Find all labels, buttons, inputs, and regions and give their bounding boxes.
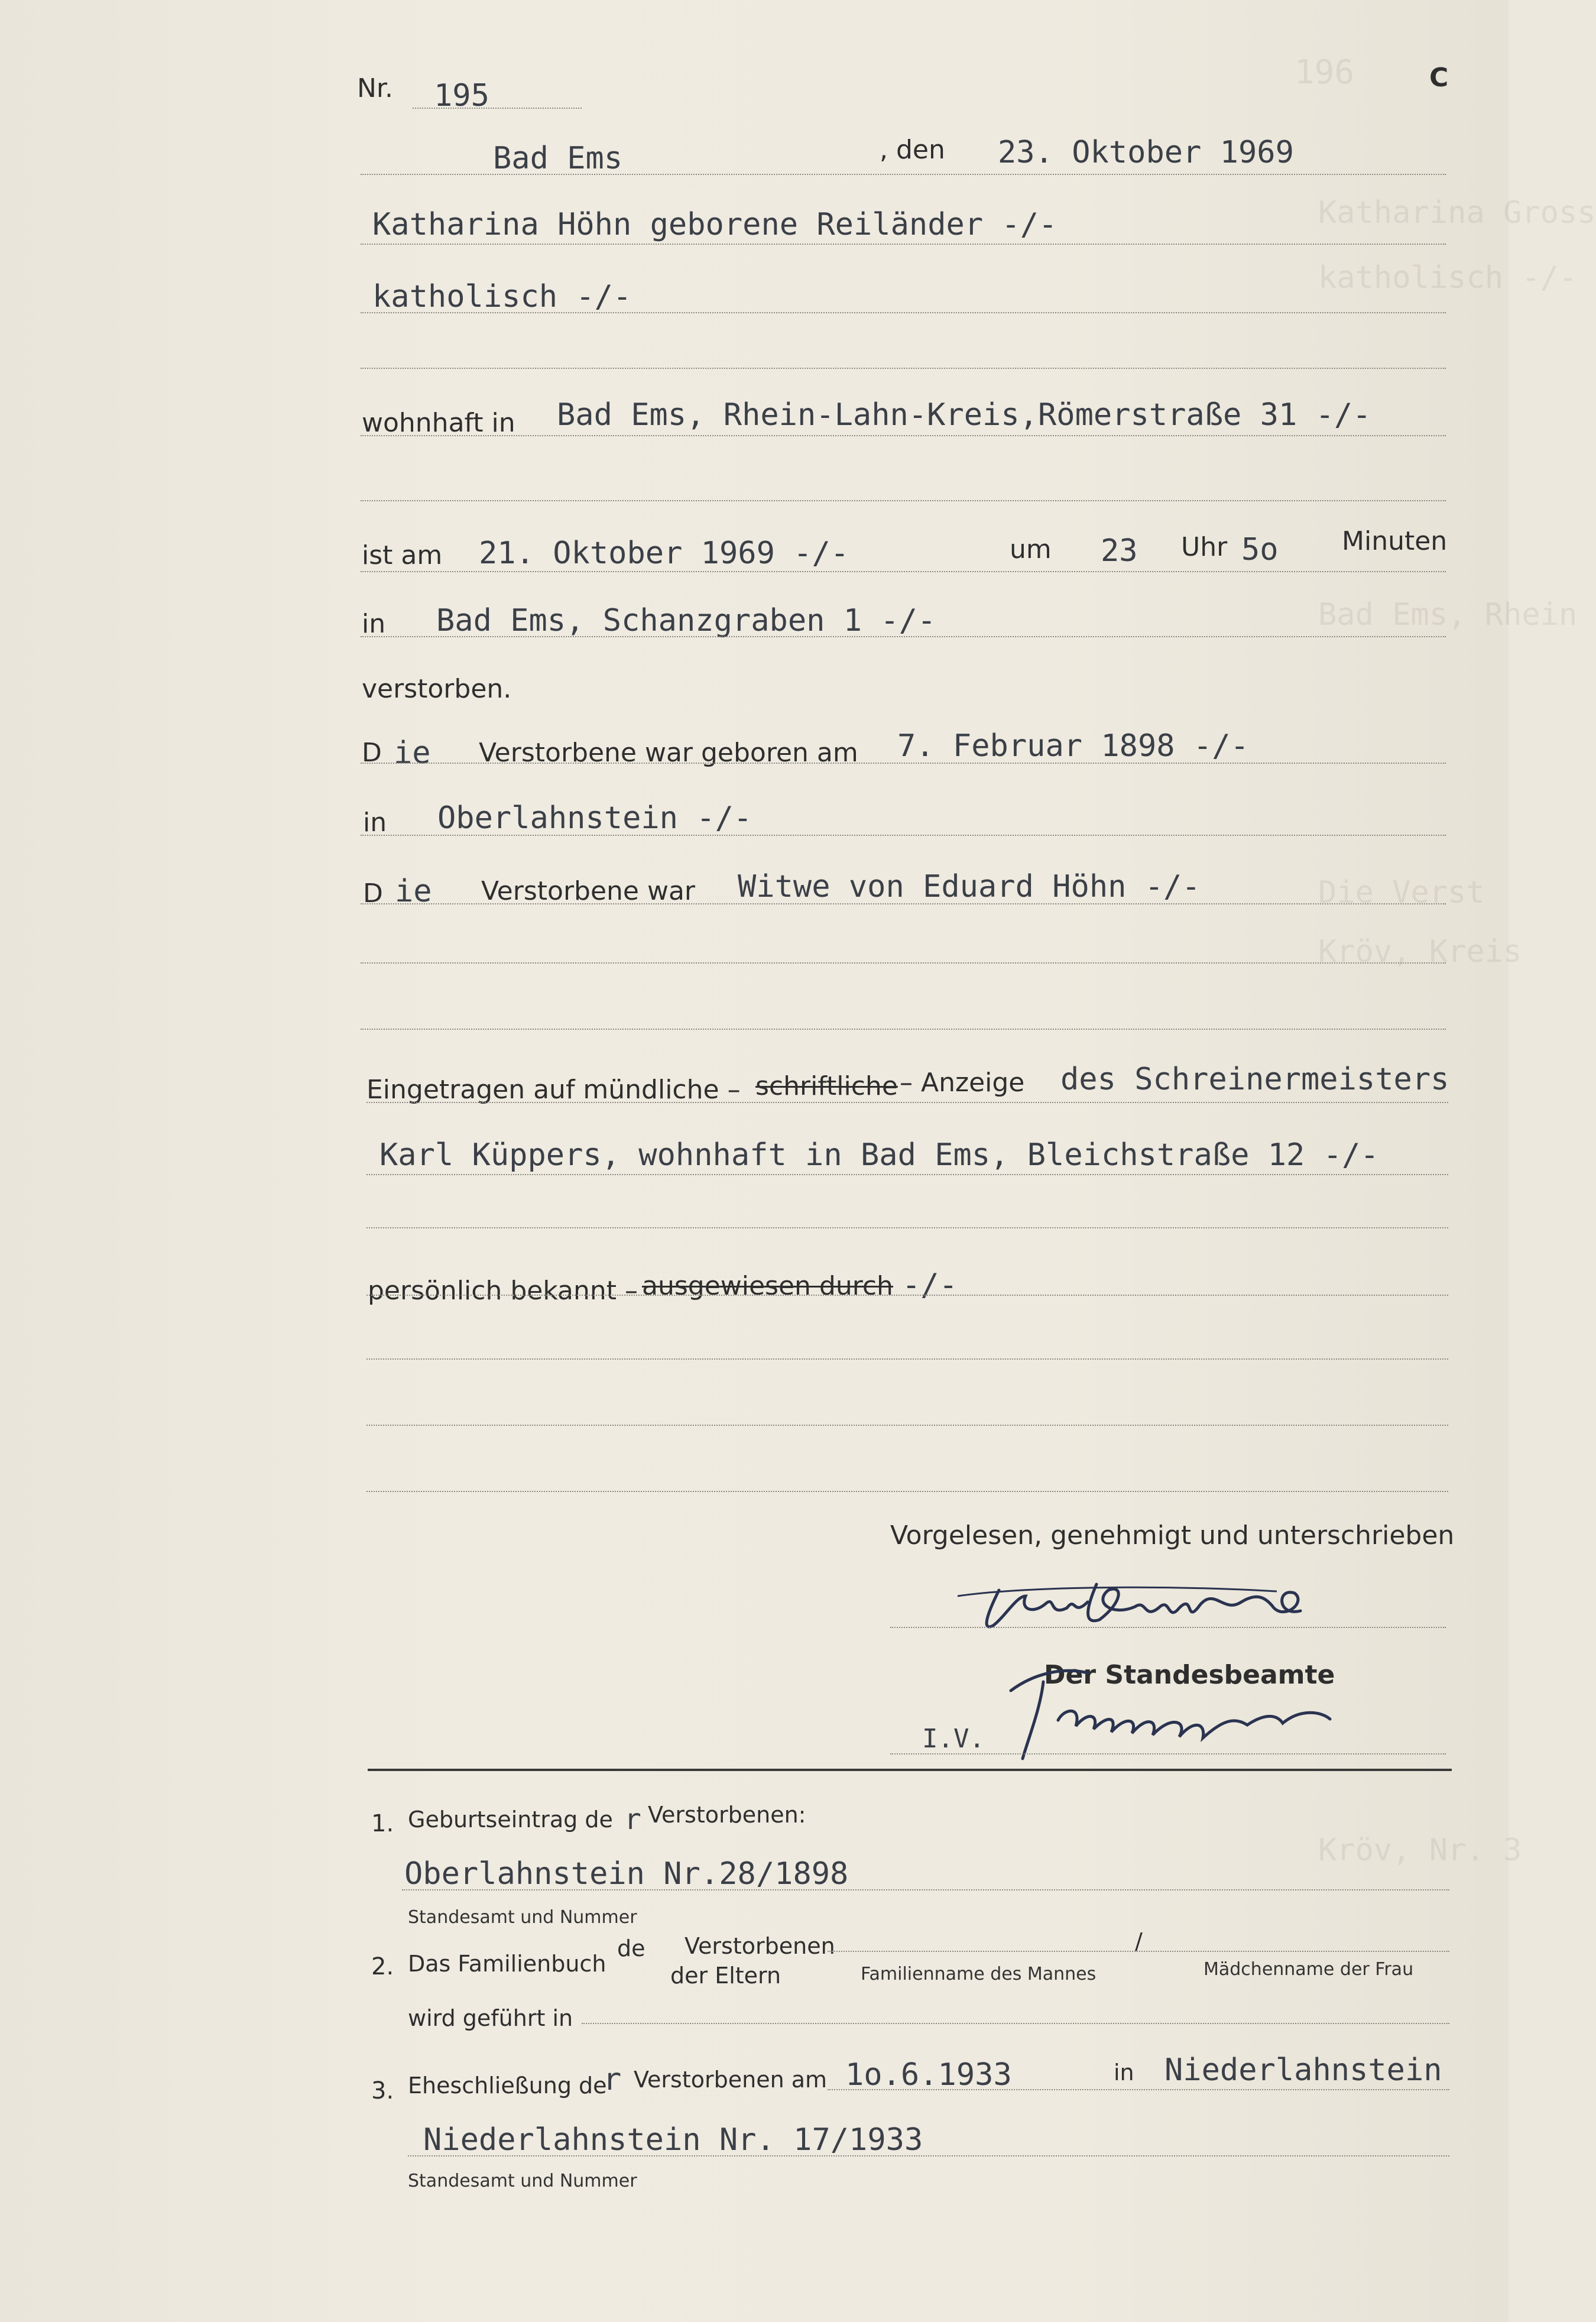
blank-line-5 — [366, 1227, 1448, 1228]
section3-label-post: Verstorbenen am — [634, 2067, 828, 2093]
section3-line — [408, 2155, 1449, 2156]
section3-label-pre: Eheschließung de — [408, 2073, 607, 2099]
eingetragen-struck: schriftliche — [755, 1071, 898, 1101]
status-value: Witwe von Eduard Höhn -/- — [738, 869, 1201, 904]
section1-label-pre: Geburtseintrag de — [408, 1807, 613, 1833]
date-line — [361, 174, 1446, 175]
section1-number: 1. — [371, 1810, 394, 1837]
blank-line-4 — [361, 1029, 1446, 1030]
born-label: Verstorbene war geboren am — [479, 738, 858, 768]
nr-value: 195 — [434, 78, 489, 113]
section-divider — [368, 1769, 1452, 1771]
birth-place-label: in — [363, 807, 387, 838]
section2-gefuehrt: wird geführt in — [408, 2005, 573, 2031]
signature-line-1 — [890, 1627, 1446, 1628]
personal-label: persönlich bekannt – — [368, 1276, 638, 1306]
section2-caption-frau: Mädchenname der Frau — [1204, 1959, 1414, 1980]
death-date-value: 21. Oktober 1969 -/- — [479, 536, 849, 571]
personal-line — [366, 1295, 1448, 1296]
minute-value: 5o — [1241, 532, 1279, 567]
eingetragen-post: – Anzeige — [900, 1068, 1025, 1098]
section1-value: Oberlahnstein Nr.28/1898 — [404, 1856, 849, 1892]
section2-verstorbenen: Verstorbenen — [685, 1933, 835, 1959]
section3-place: Niederlahnstein — [1164, 2052, 1442, 2088]
section3-date: 1o.6.1933 — [845, 2057, 1012, 2093]
section2-label: Das Familienbuch — [408, 1951, 606, 1977]
residence-value: Bad Ems, Rhein-Lahn-Kreis,Römerstraße 31 -/- — [557, 397, 1371, 433]
residence-label: wohnhaft in — [362, 408, 515, 438]
registrar-signature — [999, 1649, 1425, 1768]
religion-line — [361, 312, 1446, 313]
document-page: 196 Katharina Gross katholisch -/- Bad Ems, Rhein Die Verst Kröv, Kreis Kröv, Nr. 3 C Nr. 195 Bad Ems , den 23. Oktober 1969 Katharina Höhn geborene Reiländer -/- katholisch -/- wohnhaft in Bad Ems, Rhein-Lahn-Kreis,Römerstraße 31 -/- ist am 21. Oktober 1969 -/- um 23 Uhr 5o Minuten in Bad Ems, Schanzgraben 1 -/- verstorben. D ie Verstorbene war geboren am 7. Februar 1898 -/- in Oberlahnstein -/- D ie Verstorbene war Witwe von Eduard Höhn -/- Eingetragen auf mündliche – schriftliche – Anzeige des Schreinermeisters Karl Küppers, wohnhaft in Bad Ems, Bleichstraße 12 -/- persönlich bekannt – ausgewiesen durch -/- Vorgelesen, genehmigt und unterschrieben Der Standesbeamte I.V. 1. Geburtseintrag de r Verstorbenen: Oberlahnstein Nr.28/1898 Standesamt und Nummer 2. Das Familienbuch de Verstorbenen der Eltern / Familienname des Mannes Mädchenname der Frau wird geführt in 3. Eheschließung de r Verstorbenen am 1o.6.1933 in Niederlahnstein Niederlahnstein Nr. 17/1933 Standesamt und Nummer — [0, 0, 1509, 2322]
status-line — [361, 903, 1446, 904]
corner-letter: C — [1429, 63, 1449, 93]
section1-typed-r: r — [624, 1803, 641, 1836]
death-date-line — [361, 571, 1446, 572]
section3-typed-r: r — [603, 2062, 622, 2097]
d-prefix-2: D — [363, 878, 383, 909]
hour-value: 23 — [1101, 533, 1138, 569]
blank-line-8 — [366, 1491, 1448, 1492]
vorgelesen-text: Vorgelesen, genehmigt und unterschrieben — [890, 1520, 1455, 1551]
informant-line-1: des Schreinermeisters — [1060, 1062, 1449, 1097]
verstorben-label: verstorben. — [362, 674, 512, 704]
section2-gefuehrt-line — [582, 2023, 1449, 2024]
name-line — [361, 244, 1446, 245]
blank-line-2 — [361, 500, 1446, 501]
nr-line — [413, 108, 582, 109]
death-place-value: Bad Ems, Schanzgraben 1 -/- — [436, 603, 936, 638]
section1-caption: Standesamt und Nummer — [408, 1907, 637, 1928]
death-place-label: in — [362, 609, 386, 639]
religion-value: katholisch -/- — [372, 279, 632, 314]
section1-label-post: Verstorbenen: — [648, 1802, 806, 1828]
section1-line — [402, 1889, 1449, 1890]
section3-caption: Standesamt und Nummer — [408, 2171, 637, 2191]
d-prefix-1: D — [362, 738, 382, 768]
death-date-label: ist am — [362, 540, 443, 570]
den-label: , den — [880, 135, 945, 165]
standesbeamte-label: Der Standesbeamte — [1044, 1660, 1335, 1690]
um-label: um — [1010, 534, 1052, 565]
death-place-line — [361, 636, 1446, 637]
birth-place-line — [361, 835, 1446, 836]
blank-line-6 — [366, 1358, 1448, 1360]
minuten-label: Minuten — [1342, 526, 1448, 556]
section2-slash: / — [1135, 1928, 1143, 1954]
informant-line-2-rule — [366, 1174, 1448, 1175]
signature-line-2 — [890, 1753, 1446, 1755]
deceased-name: Katharina Höhn geborene Reiländer -/- — [372, 207, 1057, 242]
date-value: 23. Oktober 1969 — [998, 135, 1294, 170]
blank-line-1 — [361, 368, 1446, 369]
iv-label: I.V. — [922, 1724, 985, 1754]
birth-date-line — [361, 763, 1446, 764]
nr-label: Nr. — [357, 73, 393, 103]
blank-line-3 — [361, 962, 1446, 964]
place-value: Bad Ems — [493, 141, 623, 176]
personal-struck: ausgewiesen durch — [642, 1271, 893, 1301]
birth-date-value: 7. Februar 1898 -/- — [897, 728, 1249, 764]
residence-line — [361, 435, 1446, 436]
section2-number: 2. — [371, 1953, 394, 1980]
eingetragen-pre: Eingetragen auf mündliche – — [366, 1075, 741, 1105]
ie-typed-2: ie — [395, 874, 432, 909]
section2-eltern: der Eltern — [670, 1963, 781, 1989]
section3-in-label: in — [1114, 2060, 1134, 2086]
personal-value: -/- — [902, 1267, 958, 1303]
section3-date-line — [828, 2089, 1449, 2090]
section2-name-line — [828, 1951, 1449, 1952]
ie-typed-1: ie — [394, 735, 431, 771]
informant-line-1-rule — [366, 1102, 1448, 1103]
status-label: Verstorbene war — [481, 876, 696, 906]
informant-signature — [946, 1561, 1360, 1637]
uhr-label: Uhr — [1181, 532, 1228, 562]
section3-number: 3. — [371, 2077, 394, 2104]
section2-de: de — [617, 1935, 645, 1961]
blank-line-7 — [366, 1425, 1448, 1426]
birth-place-value: Oberlahnstein -/- — [437, 800, 752, 836]
section2-caption-mann: Familienname des Mannes — [861, 1964, 1097, 1984]
informant-line-2: Karl Küppers, wohnhaft in Bad Ems, Bleichstraße 12 -/- — [379, 1137, 1379, 1173]
section3-value: Niederlahnstein Nr. 17/1933 — [423, 2122, 923, 2158]
